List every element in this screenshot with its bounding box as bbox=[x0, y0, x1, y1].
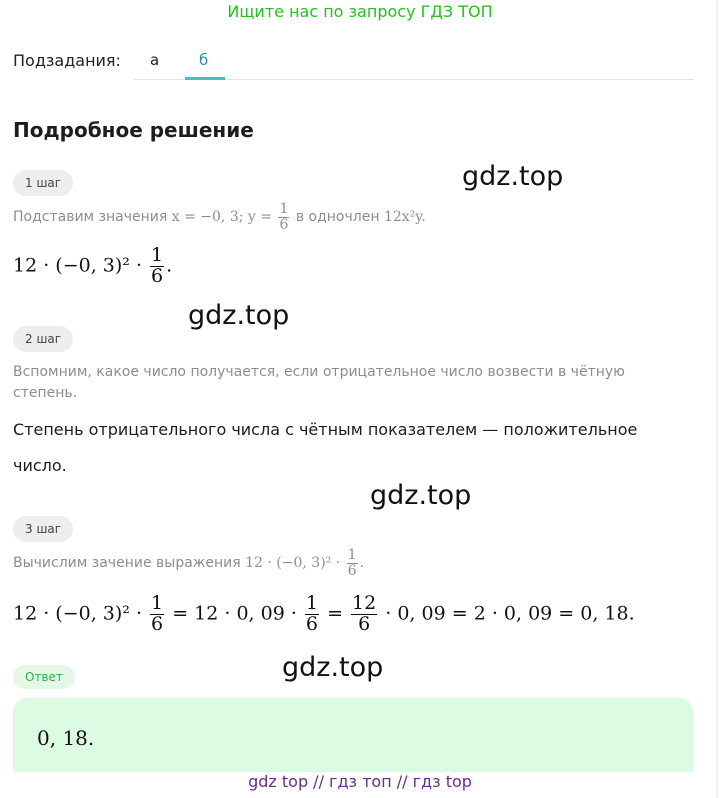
fraction bbox=[351, 594, 377, 635]
hint-math: 12 · (−0, 3)² · bbox=[245, 555, 341, 572]
fraction-denominator: 6 bbox=[305, 612, 319, 635]
formula-part: . bbox=[166, 254, 173, 277]
hint-math: . bbox=[359, 555, 365, 572]
step-formula bbox=[13, 594, 635, 635]
watermark: gdz.top bbox=[462, 161, 564, 192]
hint-math: 12x²y. bbox=[383, 209, 426, 226]
formula-part: = 12 · 0, 09 · bbox=[172, 602, 297, 625]
answer-badge: Ответ bbox=[13, 665, 75, 689]
section-title: Подробное решение bbox=[13, 118, 254, 142]
tab-subtask-b[interactable]: б bbox=[199, 51, 209, 69]
fraction bbox=[150, 246, 164, 287]
active-tab-indicator bbox=[185, 77, 225, 80]
formula-part: 12 · (−0, 3)² · bbox=[13, 602, 142, 625]
fraction-numerator: 1 bbox=[151, 244, 164, 266]
step-formula bbox=[13, 246, 172, 287]
answer-value: 0, 18. bbox=[37, 726, 95, 750]
watermark: gdz.top bbox=[282, 652, 384, 683]
fraction-numerator: 1 bbox=[347, 547, 357, 563]
fraction-numerator: 1 bbox=[305, 592, 319, 614]
fraction-denominator: 6 bbox=[358, 612, 371, 635]
promo-banner[interactable]: Ищите нас по запросу ГДЗ ТОП bbox=[227, 2, 493, 21]
footer-links[interactable]: gdz top // гдз топ // гдз top bbox=[248, 772, 472, 791]
formula-part: = bbox=[327, 602, 343, 625]
fraction bbox=[347, 548, 358, 578]
watermark: gdz.top bbox=[188, 300, 290, 331]
page-edge-line bbox=[716, 0, 718, 798]
fraction-denominator: 6 bbox=[347, 562, 357, 579]
fraction bbox=[305, 594, 319, 635]
formula-part: · 0, 09 = 2 · 0, 09 = 0, 18. bbox=[385, 602, 635, 625]
answer-box bbox=[13, 698, 693, 772]
step-badge: 1 шаг bbox=[13, 170, 73, 196]
subtasks-label: Подзадания: bbox=[13, 51, 121, 70]
hint-math: x = −0, 3; y = bbox=[171, 209, 272, 226]
fraction bbox=[278, 202, 289, 232]
fraction-denominator: 6 bbox=[279, 216, 289, 233]
tab-subtask-a[interactable]: а bbox=[150, 51, 160, 69]
step-hint bbox=[13, 548, 364, 578]
watermark: gdz.top bbox=[370, 480, 472, 511]
formula-part: 12 · (−0, 3)² · bbox=[13, 254, 142, 277]
hint-text: в одночлен bbox=[295, 209, 380, 226]
hint-text: Вычислим зачение выражения bbox=[13, 555, 241, 572]
step-statement: Степень отрицательного числа с чётным показателем — положительное число. bbox=[13, 420, 638, 475]
fraction-numerator: 1 bbox=[279, 201, 289, 217]
step-badge: 3 шаг bbox=[13, 516, 73, 542]
fraction-numerator: 1 bbox=[151, 592, 164, 614]
step-hint bbox=[13, 202, 426, 232]
hint-text: Подставим значения bbox=[13, 209, 168, 226]
fraction bbox=[150, 594, 164, 635]
step-badge: 2 шаг bbox=[13, 326, 73, 352]
fraction-numerator: 12 bbox=[352, 592, 377, 614]
fraction-denominator: 6 bbox=[151, 612, 164, 635]
step-hint: Вспомним, какое число получается, если отрицательное число возвести в чётную степень. bbox=[13, 364, 625, 401]
fraction-denominator: 6 bbox=[151, 264, 164, 287]
